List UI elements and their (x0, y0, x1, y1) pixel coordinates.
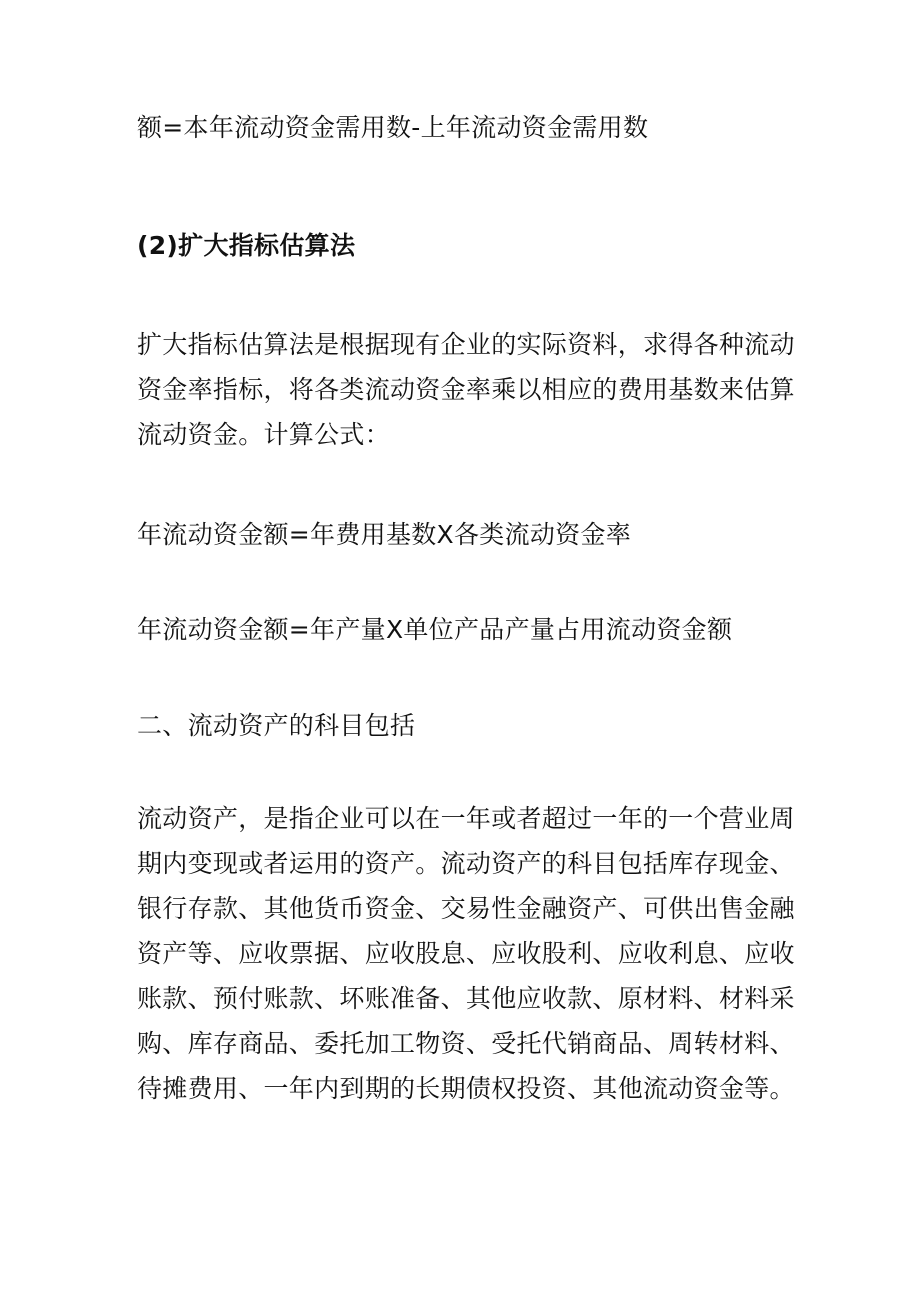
paragraph-line: 流动资产，是指企业可以在一年或者超过一年的一个营业周 (137, 804, 795, 833)
formula-line-1: 年流动资金额=年费用基数X各类流动资金率 (137, 520, 632, 549)
formula-line-2: 年流动资金额=年产量X单位产品产量占用流动资金额 (137, 615, 733, 644)
paragraph-line: 账款、预付账款、坏账准备、其他应收款、原材料、材料采 (137, 984, 795, 1013)
paragraph-line: 购、库存商品、委托加工物资、受托代销商品、周转材料、 (137, 1029, 795, 1058)
paragraph-line: 流动资金。计算公式： (137, 420, 391, 449)
paragraph-line: 资产等、应收票据、应收股息、应收股利、应收利息、应收 (137, 939, 795, 968)
formula-continuation: 额=本年流动资金需用数-上年流动资金需用数 (137, 113, 649, 142)
paragraph-method-description (137, 322, 797, 457)
paragraph-line: 待摊费用、一年内到期的长期债权投资、其他流动资金等。 (137, 1074, 795, 1103)
paragraph-line: 扩大指标估算法是根据现有企业的实际资料，求得各种流动 (137, 330, 795, 359)
section-heading: 二、流动资产的科目包括 (137, 711, 416, 740)
paragraph-line: 银行存款、其他货币资金、交易性金融资产、可供出售金融 (137, 894, 795, 923)
paragraph-current-assets (137, 796, 797, 1111)
paragraph-line: 期内变现或者运用的资产。流动资产的科目包括库存现金、 (137, 849, 795, 878)
paragraph-line: 资金率指标，将各类流动资金率乘以相应的费用基数来估算 (137, 375, 795, 404)
subsection-heading: (2)扩大指标估算法 (137, 231, 356, 260)
